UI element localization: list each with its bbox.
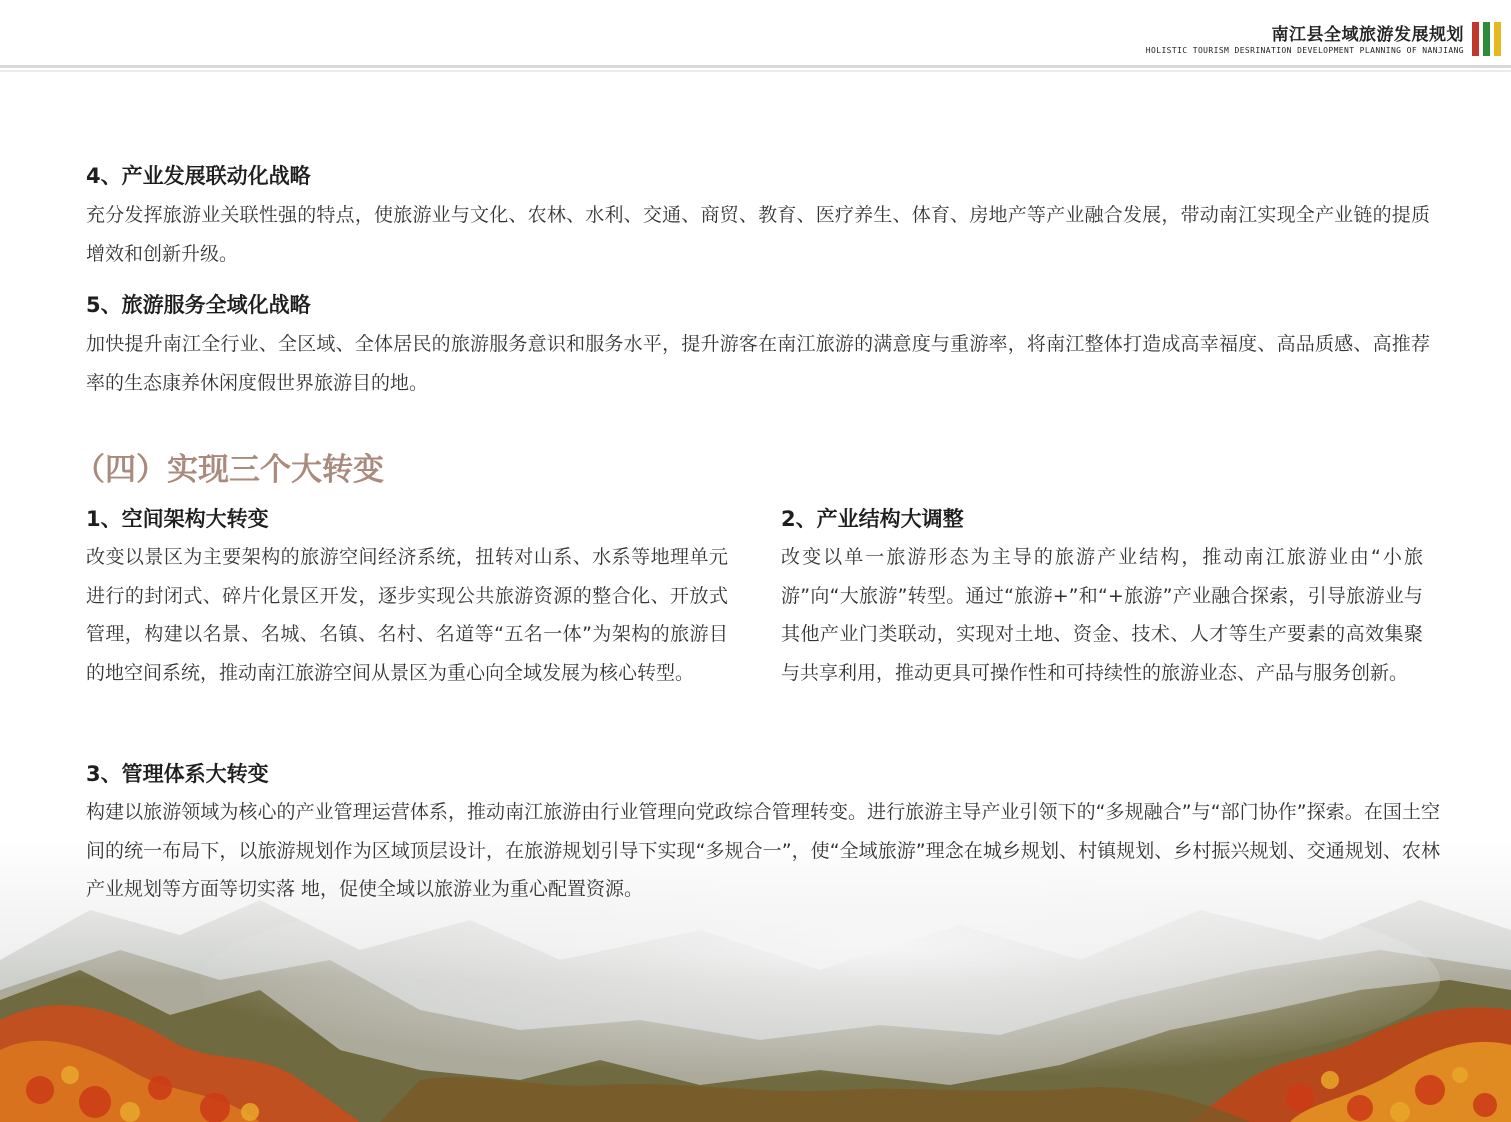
transformation-3-heading: 3、管理体系大转变 — [86, 762, 269, 786]
transformation-2-text: 改变以单一旅游形态为主导的旅游产业结构，推动南江旅游业由“小旅游”向“大旅游”转型。通过“旅游+”和“+旅游”产业融合探索，引导旅游业与其他产业门类联动，实现对土地、资金、技术、人才等生产要素的高效集聚与共享利用，推动更具可操作性和可持续性的旅游业态、产品与服务创新。 — [781, 546, 1423, 684]
strategy-5-text: 加快提升南江全行业、全区域、全体居民的旅游服务意识和服务水平，提升游客在南江旅游的满意度与重游率，将南江整体打造成高幸福度、高品质感、高推荐率的生态康养休闲度假世界旅游目的地。 — [86, 333, 1430, 394]
brand-bar-green — [1483, 22, 1490, 56]
header-divider — [0, 65, 1511, 68]
brand-bar-yellow — [1494, 22, 1501, 56]
transformation-2-heading: 2、产业结构大调整 — [781, 507, 964, 531]
transformation-1-text: 改变以景区为主要架构的旅游空间经济系统，扭转对山系、水系等地理单元进行的封闭式、碎片化景区开发，逐步实现公共旅游资源的整合化、开放式管理，构建以名景、名城、名镇、名村、名道等“五名一体”为架构的旅游目的地空间系统，推动南江旅游空间从景区为重心向全域发展为核心转型。 — [86, 546, 728, 684]
document-subtitle: HOLISTIC TOURISM DESRINATION DEVELOPMENT PLANNING OF NANJIANG — [1145, 46, 1464, 55]
transformation-3-text: 构建以旅游领域为核心的产业管理运营体系，推动南江旅游由行业管理向党政综合管理转变。进行旅游主导产业引领下的“多规融合”与“部门协作”探索。在国土空间的统一布局下，以旅游规划作为区域顶层设计，在旅游规划引导下实现“多规合一”，使“全域旅游”理念在城乡规划、村镇规划、乡村振兴规划、交通规划、农林产业规划等方面等切实落 地，促使全域以旅游业为重心配置资源。 — [86, 801, 1440, 900]
strategy-4-text: 充分发挥旅游业关联性强的特点，使旅游业与文化、农林、水利、交通、商贸、教育、医疗养生、体育、房地产等产业融合发展，带动南江实现全产业链的提质增效和创新升级。 — [86, 204, 1430, 265]
document-title: 南江县全域旅游发展规划 — [1271, 25, 1464, 45]
brand-color-bars-icon — [1472, 22, 1501, 56]
strategy-5-heading: 5、旅游服务全域化战略 — [86, 293, 311, 317]
brand-bar-red — [1472, 22, 1479, 56]
strategy-4-heading: 4、产业发展联动化战略 — [86, 164, 311, 188]
section-title: （四）实现三个大转变 — [74, 452, 384, 488]
page-header — [0, 0, 1511, 72]
header-divider-secondary — [0, 70, 1511, 72]
transformation-1-heading: 1、空间架构大转变 — [86, 507, 269, 531]
